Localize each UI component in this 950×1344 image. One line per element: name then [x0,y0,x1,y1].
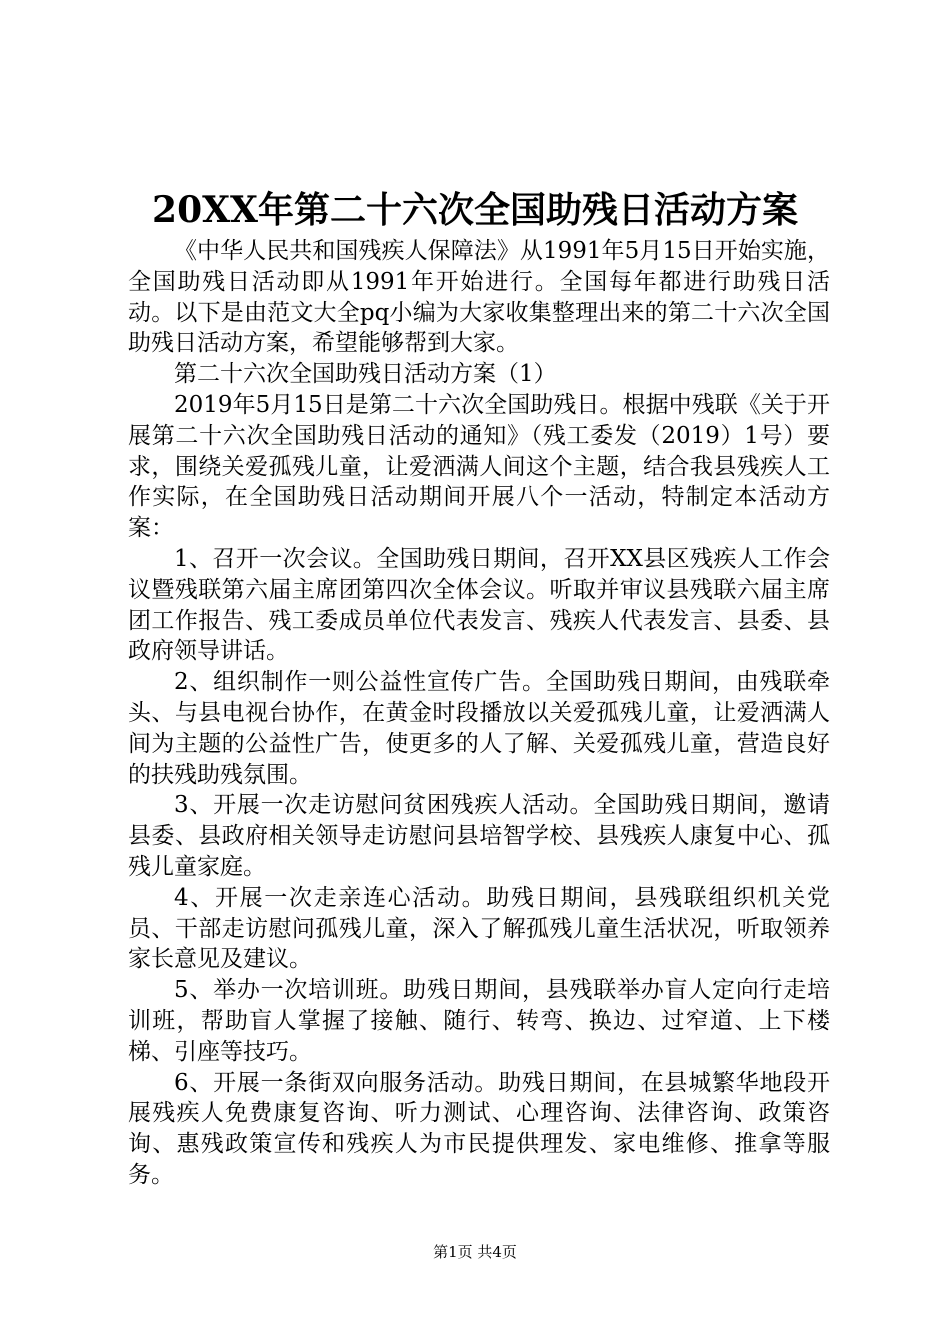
activity-item-1: 1、召开一次会议。全国助残日期间，召开XX县区残疾人工作会议暨残联第六届主席团第四次全体会议。听取并审议县残联六届主席团工作报告、残工委成员单位代表发言、残疾人代表发言、县委、县政府领导讲话。 [128,545,830,665]
background-paragraph: 2019年5月15日是第二十六次全国助残日。根据中残联《关于开展第二十六次全国助残日活动的通知》（残工委发（2019）1号）要求，围绕关爱孤残儿童，让爱洒满人间这个主题，结合我县残疾人工作实际，在全国助残日活动期间开展八个一活动，特制定本活动方案： [128,391,830,542]
activity-item-3: 3、开展一次走访慰问贫困残疾人活动。全国助残日期间，邀请县委、县政府相关领导走访慰问县培智学校、县残疾人康复中心、孤残儿童家庭。 [128,792,830,880]
section-heading: 第二十六次全国助残日活动方案（1） [174,361,557,388]
activity-item-5: 5、举办一次培训班。助残日期间，县残联举办盲人定向行走培训班，帮助盲人掌握了接触、随行、转弯、换边、过窄道、上下楼梯、引座等技巧。 [128,977,830,1065]
page-number-footer: 第1页 共4页 [433,1243,517,1261]
activity-item-2: 2、组织制作一则公益性宣传广告。全国助残日期间，由残联牵头、与县电视台协作，在黄金时段播放以关爱孤残儿童，让爱洒满人间为主题的公益性广告，使更多的人了解、关爱孤残儿童，营造良好的扶残助残氛围。 [128,669,830,788]
activity-item-4: 4、开展一次走亲连心活动。助残日期间，县残联组织机关党员、干部走访慰问孤残儿童，深入了解孤残儿童生活状况，听取领养家长意见及建议。 [128,884,830,973]
document-body [128,236,830,1191]
activity-item-6: 6、开展一条街双向服务活动。助残日期间，在县城繁华地段开展残疾人免费康复咨询、听力测试、心理咨询、法律咨询、政策咨询、惠残政策宣传和残疾人为市民提供理发、家电维修、推拿等服务。 [128,1069,830,1188]
document-title: 20XX年第二十六次全国助残日活动方案 [152,189,798,231]
intro-paragraph: 《中华人民共和国残疾人保障法》从1991年5月15日开始实施，全国助残日活动即从1991年开始进行。全国每年都进行助残日活动。以下是由范文大全pq小编为大家收集整理出来的第二十六次全国助残日活动方案，希望能够帮到大家。 [128,238,830,357]
